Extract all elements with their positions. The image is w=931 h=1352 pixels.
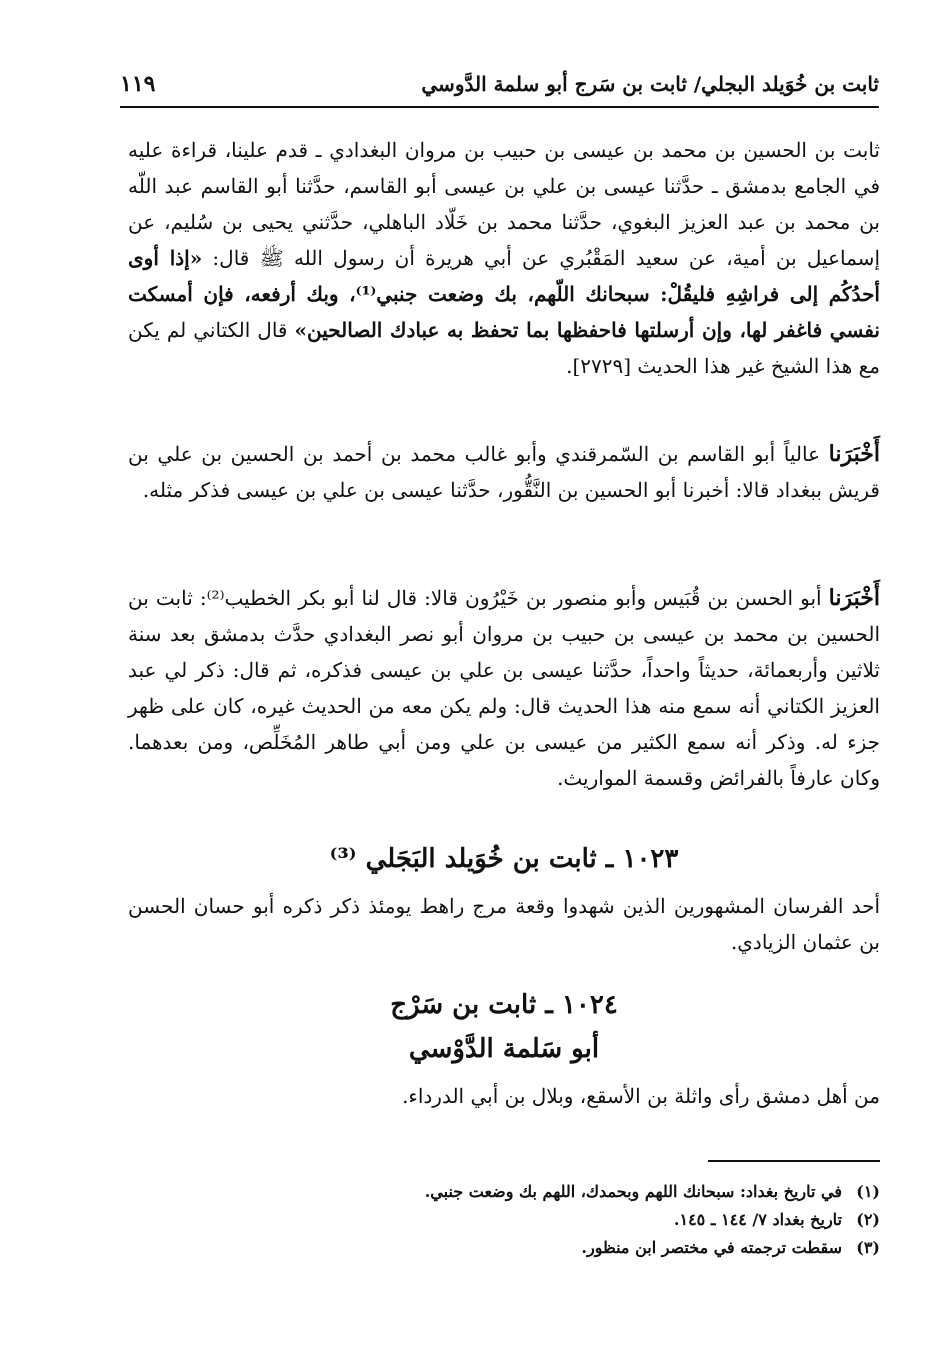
page-number: ١١٩: [120, 71, 156, 97]
running-header: [120, 62, 879, 108]
paragraph-entry-1023: أحد الفرسان المشهورين الذين شهدوا وقعة مرج راهط يومئذ ذكر ذكره أبو حسان الحسن بن عثمان الزيادي.: [128, 894, 880, 954]
paragraph-text: أبو الحسن بن قُبَيس وأبو منصور بن خَيْرُون قالا: قال لنا أبو بكر الخطيب⁽²⁾: ثابت بن الحسين بن محمد بن عيسى بن حبيب بن مروان أبو نصر البغدادي حدَّث بدمشق بعد سنة ثلاثين وأربعمائة، حديثاً واحداً، حدَّثنا عيسى بن علي بن عيسى فذكره، ثم قال: ذكر لي عبد العزيز الكتاني أنه سمع منه هذا الحديث قال: ولم يكن معه من الحديث غيره، كان على ظهر جزء له. وذكر أنه سمع الكثير من عيسى بن علي ومن أبي طاهر المُخَلِّص، ومن بعدهما. وكان عارفاً بالفرائض وقسمة المواريث.: [128, 586, 881, 790]
entry-heading-1023: ١٠٢٣ ـ ثابت بن خُوَيلد البَجَلي ⁽³⁾: [329, 844, 679, 874]
lead-word: أَخْبَرَنا: [828, 585, 880, 611]
paragraph-akhbarana-2: [128, 580, 880, 796]
entry-subheading-1024: أبو سَلمة الدَّوْسي: [408, 1034, 600, 1064]
header-title: ثابت بن خُوَيلد البجلي/ ثابت بن سَرج أبو سلمة الدَّوسي: [421, 72, 879, 96]
footnote-separator: [708, 1160, 880, 1162]
footnote-number: (١): [856, 1182, 880, 1201]
footnote-text: سقطت ترجمته في مختصر ابن منظور.: [581, 1238, 842, 1257]
paragraph-text: ثابت بن الحسين بن محمد بن عيسى بن حبيب بن مروان البغدادي ـ قدم علينا، قراءة عليه في الجامع بدمشق ـ حدَّثنا عيسى بن علي بن عيسى أبو القاسم، حدَّثنا أبو القاسم عبد اللّه بن محمد بن عبد العزيز البغوي، حدَّثنا محمد بن خَلّاد الباهلي، حدَّثني يحيى بن سُليم، عن إسماعيل بن أمية، عن سعيد المَقْبُري عن أبي هريرة أن رسول الله ﷺ قال:: [128, 138, 880, 270]
footnote-number: (٢): [856, 1210, 880, 1229]
paragraph-entry-1022-body: [128, 132, 880, 384]
footnotes: [128, 1178, 880, 1262]
paragraph-text: قال الكتاني لم يكن مع هذا الشيخ غير هذا الحديث [٢٧٢٩].: [128, 318, 880, 378]
footnote-1: [128, 1178, 880, 1206]
footnote-3: [128, 1234, 880, 1262]
hadith-quote: «إذا أوى أحدُكُم إلى فراشِهِ فليقُلْ: سبحانك اللّهم، بك وضعت جنبي⁽¹⁾، وبك أرفعه، فإن أمسكت نفسي فاغفر لها، وإن أرسلتها فاحفظها بما تحفظ به عبادك الصالحين»: [128, 246, 880, 342]
footnote-number: (٣): [856, 1238, 880, 1257]
footnote-text: في تاريخ بغداد: سبحانك اللهم وبحمدك، اللهم بك وضعت جنبي.: [424, 1182, 842, 1201]
lead-word: أَخْبَرَنا: [828, 441, 880, 467]
entry-heading-1024: ١٠٢٤ ـ ثابت بن سَرْج: [390, 990, 618, 1020]
paragraph-entry-1024: من أهل دمشق رأى واثلة بن الأسقع، وبلال بن أبي الدرداء.: [402, 1084, 880, 1108]
footnote-2: [128, 1206, 880, 1234]
paragraph-akhbarana-1: [128, 436, 880, 508]
footnote-text: تاريخ بغداد ٧/ ١٤٤ ـ ١٤٥.: [673, 1210, 842, 1229]
paragraph-text: عالياً أبو القاسم بن السّمرقندي وأبو غالب محمد بن أحمد بن الحسين بن علي بن قريش ببغداد قالا: أخبرنا أبو الحسين بن النَّقُّور، حدَّثنا عيسى بن علي بن عيسى فذكر مثله.: [128, 442, 880, 502]
